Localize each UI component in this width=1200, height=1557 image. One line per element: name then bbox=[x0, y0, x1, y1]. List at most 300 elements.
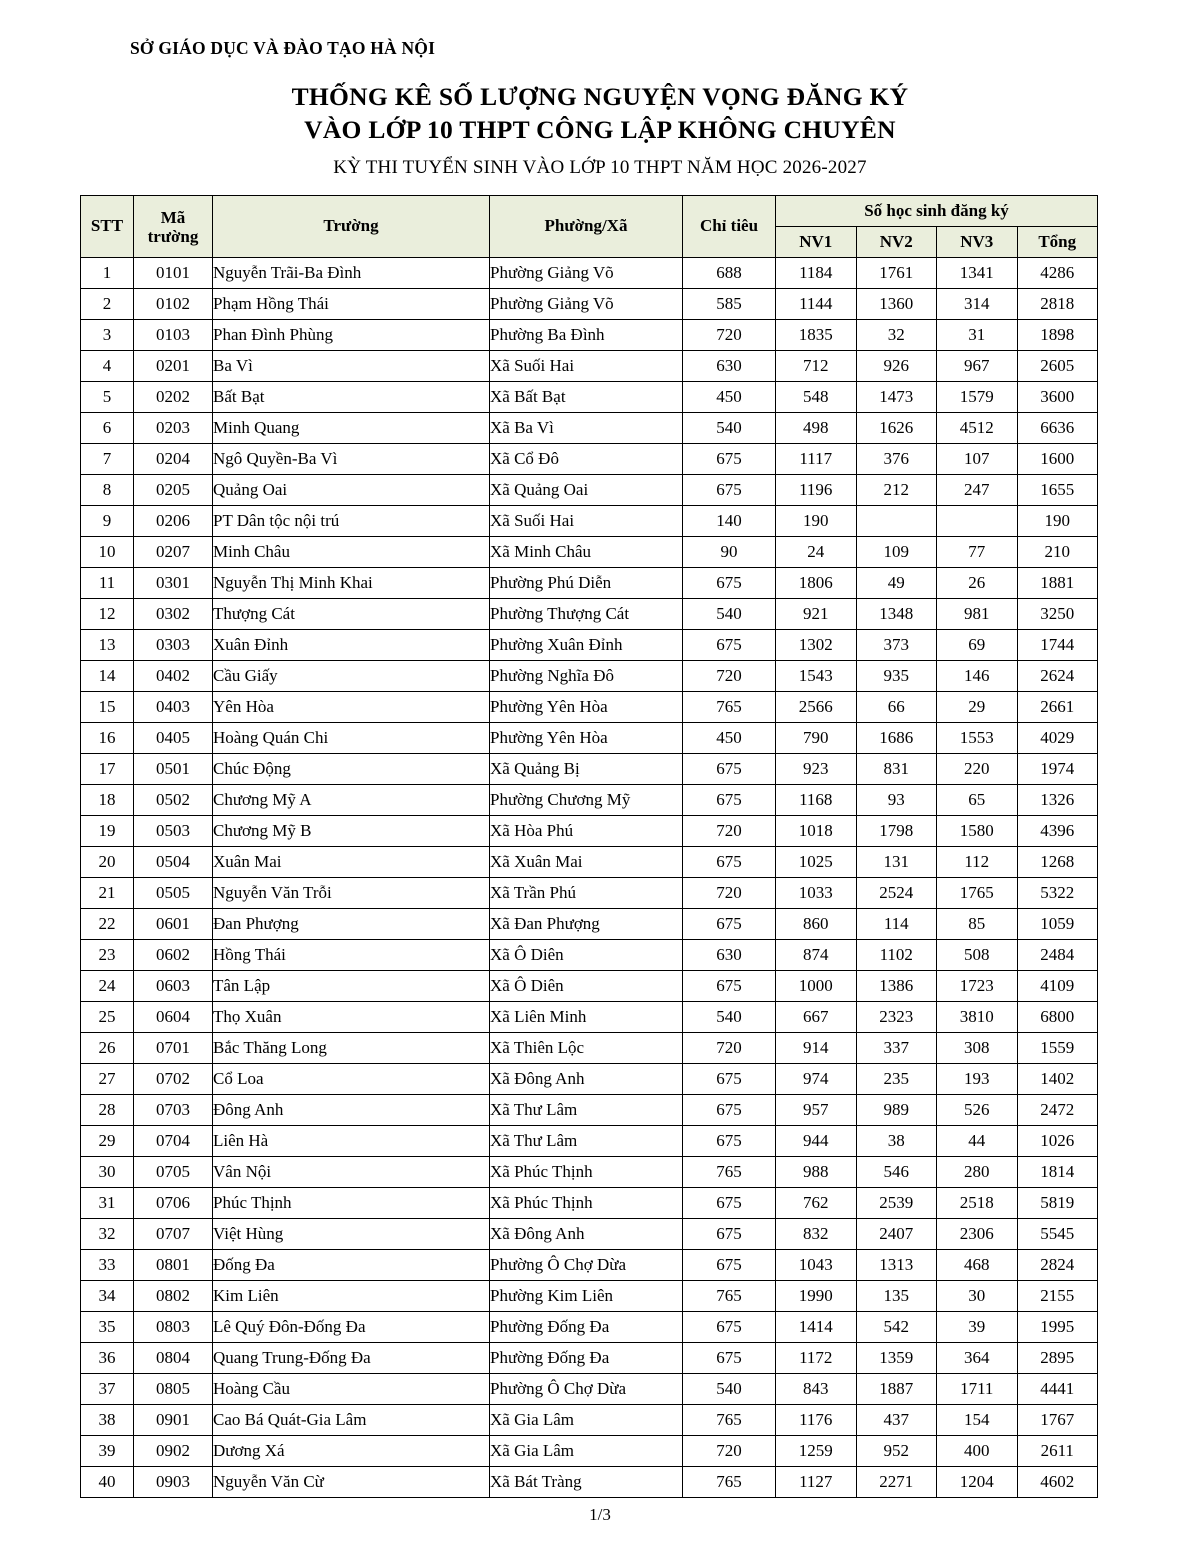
cell-nv3: 65 bbox=[937, 785, 1018, 816]
cell-school-name: Chương Mỹ B bbox=[213, 816, 490, 847]
table-row bbox=[81, 1188, 1098, 1219]
cell-ward: Phường Yên Hòa bbox=[490, 723, 683, 754]
table-row bbox=[81, 1250, 1098, 1281]
cell-total: 1600 bbox=[1017, 444, 1098, 475]
cell-school-code: 0102 bbox=[134, 289, 213, 320]
table-row bbox=[81, 351, 1098, 382]
cell-quota: 720 bbox=[683, 661, 776, 692]
cell-quota: 675 bbox=[683, 1095, 776, 1126]
cell-nv3: 2518 bbox=[937, 1188, 1018, 1219]
cell-stt: 13 bbox=[81, 630, 134, 661]
cell-ward: Xã Ô Diên bbox=[490, 971, 683, 1002]
cell-ward: Phường Đống Đa bbox=[490, 1312, 683, 1343]
cell-nv3: 508 bbox=[937, 940, 1018, 971]
table-row bbox=[81, 537, 1098, 568]
cell-ward: Phường Kim Liên bbox=[490, 1281, 683, 1312]
cell-stt: 33 bbox=[81, 1250, 134, 1281]
cell-nv3: 1341 bbox=[937, 258, 1018, 289]
table-row bbox=[81, 599, 1098, 630]
cell-ward: Phường Chương Mỹ bbox=[490, 785, 683, 816]
cell-school-name: Tân Lập bbox=[213, 971, 490, 1002]
cell-stt: 18 bbox=[81, 785, 134, 816]
cell-ward: Xã Bất Bạt bbox=[490, 382, 683, 413]
cell-total: 1402 bbox=[1017, 1064, 1098, 1095]
cell-school-code: 0902 bbox=[134, 1436, 213, 1467]
cell-nv3: 30 bbox=[937, 1281, 1018, 1312]
organization-header: SỞ GIÁO DỤC VÀ ĐÀO TẠO HÀ NỘI bbox=[130, 38, 436, 58]
cell-school-name: Cao Bá Quát-Gia Lâm bbox=[213, 1405, 490, 1436]
column-header-total: Tổng bbox=[1017, 227, 1098, 258]
cell-nv2: 2539 bbox=[856, 1188, 937, 1219]
cell-stt: 40 bbox=[81, 1467, 134, 1498]
table-row bbox=[81, 258, 1098, 289]
cell-total: 1655 bbox=[1017, 475, 1098, 506]
table-row bbox=[81, 382, 1098, 413]
cell-quota: 675 bbox=[683, 1064, 776, 1095]
cell-nv2: 952 bbox=[856, 1436, 937, 1467]
cell-quota: 630 bbox=[683, 940, 776, 971]
cell-nv1: 914 bbox=[776, 1033, 857, 1064]
cell-school-code: 0402 bbox=[134, 661, 213, 692]
cell-school-name: Nguyễn Văn Trỗi bbox=[213, 878, 490, 909]
cell-school-name: Nguyễn Trãi-Ba Đình bbox=[213, 258, 490, 289]
cell-school-name: Phúc Thịnh bbox=[213, 1188, 490, 1219]
cell-nv2: 235 bbox=[856, 1064, 937, 1095]
cell-nv3: 39 bbox=[937, 1312, 1018, 1343]
cell-ward: Phường Phú Diễn bbox=[490, 568, 683, 599]
cell-quota: 675 bbox=[683, 1219, 776, 1250]
cell-nv1: 667 bbox=[776, 1002, 857, 1033]
column-header-nv1: NV1 bbox=[776, 227, 857, 258]
cell-nv1: 944 bbox=[776, 1126, 857, 1157]
cell-stt: 36 bbox=[81, 1343, 134, 1374]
cell-nv2: 1359 bbox=[856, 1343, 937, 1374]
cell-school-name: Ngô Quyền-Ba Vì bbox=[213, 444, 490, 475]
cell-nv1: 1172 bbox=[776, 1343, 857, 1374]
column-header-school: Trường bbox=[213, 196, 490, 258]
cell-nv2: 542 bbox=[856, 1312, 937, 1343]
cell-total: 2484 bbox=[1017, 940, 1098, 971]
cell-school-code: 0405 bbox=[134, 723, 213, 754]
table-row bbox=[81, 1033, 1098, 1064]
cell-nv1: 832 bbox=[776, 1219, 857, 1250]
cell-nv2: 546 bbox=[856, 1157, 937, 1188]
cell-school-code: 0205 bbox=[134, 475, 213, 506]
cell-ward: Xã Thư Lâm bbox=[490, 1095, 683, 1126]
title-block bbox=[80, 81, 1120, 179]
cell-total: 6800 bbox=[1017, 1002, 1098, 1033]
cell-stt: 38 bbox=[81, 1405, 134, 1436]
cell-nv3: 308 bbox=[937, 1033, 1018, 1064]
cell-quota: 675 bbox=[683, 785, 776, 816]
cell-nv2: 1761 bbox=[856, 258, 937, 289]
cell-school-name: Chúc Động bbox=[213, 754, 490, 785]
cell-school-name: Đông Anh bbox=[213, 1095, 490, 1126]
cell-stt: 10 bbox=[81, 537, 134, 568]
cell-nv3: 314 bbox=[937, 289, 1018, 320]
cell-ward: Xã Hòa Phú bbox=[490, 816, 683, 847]
cell-nv1: 974 bbox=[776, 1064, 857, 1095]
cell-total: 1059 bbox=[1017, 909, 1098, 940]
cell-nv3: 193 bbox=[937, 1064, 1018, 1095]
cell-quota: 765 bbox=[683, 1467, 776, 1498]
table-row bbox=[81, 1405, 1098, 1436]
cell-nv1: 923 bbox=[776, 754, 857, 785]
cell-school-name: Ba Vì bbox=[213, 351, 490, 382]
table-row bbox=[81, 1095, 1098, 1126]
cell-school-code: 0603 bbox=[134, 971, 213, 1002]
cell-school-code: 0502 bbox=[134, 785, 213, 816]
cell-nv1: 1000 bbox=[776, 971, 857, 1002]
column-header-ward: Phường/Xã bbox=[490, 196, 683, 258]
cell-nv1: 790 bbox=[776, 723, 857, 754]
cell-quota: 675 bbox=[683, 568, 776, 599]
cell-nv1: 24 bbox=[776, 537, 857, 568]
cell-ward: Xã Trần Phú bbox=[490, 878, 683, 909]
cell-total: 1767 bbox=[1017, 1405, 1098, 1436]
cell-quota: 675 bbox=[683, 1343, 776, 1374]
cell-quota: 720 bbox=[683, 816, 776, 847]
cell-school-name: Đan Phượng bbox=[213, 909, 490, 940]
cell-stt: 1 bbox=[81, 258, 134, 289]
cell-nv1: 1127 bbox=[776, 1467, 857, 1498]
cell-nv3: 154 bbox=[937, 1405, 1018, 1436]
table-row bbox=[81, 754, 1098, 785]
cell-school-name: Minh Châu bbox=[213, 537, 490, 568]
cell-ward: Xã Minh Châu bbox=[490, 537, 683, 568]
cell-total: 5545 bbox=[1017, 1219, 1098, 1250]
cell-school-name: Phan Đình Phùng bbox=[213, 320, 490, 351]
cell-school-code: 0707 bbox=[134, 1219, 213, 1250]
cell-nv2: 337 bbox=[856, 1033, 937, 1064]
cell-school-name: Cổ Loa bbox=[213, 1064, 490, 1095]
cell-total: 4396 bbox=[1017, 816, 1098, 847]
cell-quota: 675 bbox=[683, 1250, 776, 1281]
cell-total: 1898 bbox=[1017, 320, 1098, 351]
table-row bbox=[81, 1312, 1098, 1343]
cell-quota: 675 bbox=[683, 754, 776, 785]
cell-quota: 540 bbox=[683, 599, 776, 630]
cell-school-name: PT Dân tộc nội trú bbox=[213, 506, 490, 537]
cell-nv1: 2566 bbox=[776, 692, 857, 723]
cell-ward: Xã Bát Tràng bbox=[490, 1467, 683, 1498]
cell-total: 1026 bbox=[1017, 1126, 1098, 1157]
cell-stt: 12 bbox=[81, 599, 134, 630]
table-row bbox=[81, 723, 1098, 754]
cell-quota: 540 bbox=[683, 1002, 776, 1033]
cell-nv1: 548 bbox=[776, 382, 857, 413]
cell-stt: 2 bbox=[81, 289, 134, 320]
cell-quota: 630 bbox=[683, 351, 776, 382]
cell-nv1: 1196 bbox=[776, 475, 857, 506]
cell-nv3: 1580 bbox=[937, 816, 1018, 847]
cell-nv1: 1176 bbox=[776, 1405, 857, 1436]
cell-nv3: 85 bbox=[937, 909, 1018, 940]
cell-stt: 6 bbox=[81, 413, 134, 444]
cell-stt: 8 bbox=[81, 475, 134, 506]
cell-nv1: 1414 bbox=[776, 1312, 857, 1343]
cell-school-name: Quang Trung-Đống Đa bbox=[213, 1343, 490, 1374]
cell-total: 1881 bbox=[1017, 568, 1098, 599]
cell-total: 3600 bbox=[1017, 382, 1098, 413]
cell-stt: 26 bbox=[81, 1033, 134, 1064]
table-row bbox=[81, 1467, 1098, 1498]
column-header-school-code bbox=[134, 196, 213, 258]
cell-nv3: 4512 bbox=[937, 413, 1018, 444]
table-row bbox=[81, 1219, 1098, 1250]
table-row bbox=[81, 444, 1098, 475]
cell-quota: 675 bbox=[683, 971, 776, 1002]
cell-quota: 90 bbox=[683, 537, 776, 568]
cell-nv2: 32 bbox=[856, 320, 937, 351]
cell-nv3: 107 bbox=[937, 444, 1018, 475]
cell-ward: Xã Suối Hai bbox=[490, 351, 683, 382]
cell-nv1: 1543 bbox=[776, 661, 857, 692]
cell-total: 4109 bbox=[1017, 971, 1098, 1002]
cell-school-code: 0703 bbox=[134, 1095, 213, 1126]
table-row bbox=[81, 1374, 1098, 1405]
cell-ward: Phường Đống Đa bbox=[490, 1343, 683, 1374]
cell-stt: 3 bbox=[81, 320, 134, 351]
cell-total: 1326 bbox=[1017, 785, 1098, 816]
table-row bbox=[81, 661, 1098, 692]
cell-nv3: 1553 bbox=[937, 723, 1018, 754]
cell-nv2: 38 bbox=[856, 1126, 937, 1157]
table-row bbox=[81, 413, 1098, 444]
cell-nv1: 1259 bbox=[776, 1436, 857, 1467]
cell-stt: 39 bbox=[81, 1436, 134, 1467]
cell-stt: 4 bbox=[81, 351, 134, 382]
cell-school-code: 0302 bbox=[134, 599, 213, 630]
cell-nv3: 29 bbox=[937, 692, 1018, 723]
cell-ward: Xã Thư Lâm bbox=[490, 1126, 683, 1157]
cell-stt: 27 bbox=[81, 1064, 134, 1095]
cell-stt: 7 bbox=[81, 444, 134, 475]
cell-school-name: Lê Quý Đôn-Đống Đa bbox=[213, 1312, 490, 1343]
table-row bbox=[81, 1157, 1098, 1188]
cell-school-code: 0203 bbox=[134, 413, 213, 444]
cell-quota: 675 bbox=[683, 909, 776, 940]
cell-ward: Xã Suối Hai bbox=[490, 506, 683, 537]
cell-nv3: 69 bbox=[937, 630, 1018, 661]
table-row bbox=[81, 940, 1098, 971]
cell-school-code: 0207 bbox=[134, 537, 213, 568]
cell-school-code: 0204 bbox=[134, 444, 213, 475]
cell-school-code: 0103 bbox=[134, 320, 213, 351]
cell-school-name: Quảng Oai bbox=[213, 475, 490, 506]
table-row bbox=[81, 1126, 1098, 1157]
cell-nv1: 1117 bbox=[776, 444, 857, 475]
cell-ward: Xã Đan Phượng bbox=[490, 909, 683, 940]
cell-quota: 720 bbox=[683, 1033, 776, 1064]
column-header-nv3: NV3 bbox=[937, 227, 1018, 258]
document-title bbox=[80, 81, 1120, 146]
cell-ward: Phường Ba Đình bbox=[490, 320, 683, 351]
cell-quota: 675 bbox=[683, 1188, 776, 1219]
cell-school-code: 0901 bbox=[134, 1405, 213, 1436]
cell-school-name: Hoàng Quán Chi bbox=[213, 723, 490, 754]
cell-nv3: 280 bbox=[937, 1157, 1018, 1188]
cell-nv2: 1626 bbox=[856, 413, 937, 444]
cell-quota: 765 bbox=[683, 692, 776, 723]
cell-nv2: 2323 bbox=[856, 1002, 937, 1033]
cell-ward: Xã Phúc Thịnh bbox=[490, 1157, 683, 1188]
cell-nv3: 967 bbox=[937, 351, 1018, 382]
cell-quota: 540 bbox=[683, 413, 776, 444]
cell-ward: Xã Cổ Đô bbox=[490, 444, 683, 475]
cell-nv1: 1806 bbox=[776, 568, 857, 599]
cell-nv1: 1168 bbox=[776, 785, 857, 816]
cell-stt: 9 bbox=[81, 506, 134, 537]
cell-nv1: 498 bbox=[776, 413, 857, 444]
cell-ward: Xã Ba Vì bbox=[490, 413, 683, 444]
cell-quota: 450 bbox=[683, 723, 776, 754]
cell-nv2: 831 bbox=[856, 754, 937, 785]
cell-total: 4286 bbox=[1017, 258, 1098, 289]
cell-school-code: 0602 bbox=[134, 940, 213, 971]
cell-stt: 21 bbox=[81, 878, 134, 909]
cell-nv3: 1204 bbox=[937, 1467, 1018, 1498]
table-row bbox=[81, 692, 1098, 723]
table-body bbox=[81, 258, 1098, 1498]
cell-nv3: 220 bbox=[937, 754, 1018, 785]
cell-ward: Phường Giảng Võ bbox=[490, 289, 683, 320]
cell-nv2: 49 bbox=[856, 568, 937, 599]
cell-nv1: 1302 bbox=[776, 630, 857, 661]
cell-nv3: 1765 bbox=[937, 878, 1018, 909]
table-row bbox=[81, 630, 1098, 661]
cell-stt: 32 bbox=[81, 1219, 134, 1250]
cell-nv1: 1043 bbox=[776, 1250, 857, 1281]
cell-school-name: Phạm Hồng Thái bbox=[213, 289, 490, 320]
cell-total: 4441 bbox=[1017, 1374, 1098, 1405]
cell-school-code: 0206 bbox=[134, 506, 213, 537]
cell-nv3: 1579 bbox=[937, 382, 1018, 413]
cell-stt: 25 bbox=[81, 1002, 134, 1033]
cell-nv2: 1360 bbox=[856, 289, 937, 320]
cell-stt: 29 bbox=[81, 1126, 134, 1157]
cell-nv1: 762 bbox=[776, 1188, 857, 1219]
cell-nv2: 935 bbox=[856, 661, 937, 692]
cell-total: 2624 bbox=[1017, 661, 1098, 692]
cell-quota: 675 bbox=[683, 444, 776, 475]
cell-school-name: Kim Liên bbox=[213, 1281, 490, 1312]
cell-stt: 24 bbox=[81, 971, 134, 1002]
cell-stt: 35 bbox=[81, 1312, 134, 1343]
cell-school-name: Xuân Đỉnh bbox=[213, 630, 490, 661]
cell-nv2: 2407 bbox=[856, 1219, 937, 1250]
cell-stt: 11 bbox=[81, 568, 134, 599]
cell-school-code: 0701 bbox=[134, 1033, 213, 1064]
cell-ward: Xã Đông Anh bbox=[490, 1219, 683, 1250]
cell-ward: Xã Phúc Thịnh bbox=[490, 1188, 683, 1219]
cell-nv3: 468 bbox=[937, 1250, 1018, 1281]
cell-stt: 23 bbox=[81, 940, 134, 971]
cell-total: 1744 bbox=[1017, 630, 1098, 661]
cell-nv2: 1686 bbox=[856, 723, 937, 754]
cell-nv2: 212 bbox=[856, 475, 937, 506]
cell-nv1: 1990 bbox=[776, 1281, 857, 1312]
page-number: 1/3 bbox=[589, 1505, 611, 1524]
cell-nv1: 988 bbox=[776, 1157, 857, 1188]
cell-nv3: 146 bbox=[937, 661, 1018, 692]
cell-total: 1559 bbox=[1017, 1033, 1098, 1064]
table-row bbox=[81, 475, 1098, 506]
cell-school-code: 0505 bbox=[134, 878, 213, 909]
cell-school-code: 0503 bbox=[134, 816, 213, 847]
cell-nv3: 526 bbox=[937, 1095, 1018, 1126]
cell-school-name: Bất Bạt bbox=[213, 382, 490, 413]
cell-school-code: 0504 bbox=[134, 847, 213, 878]
cell-nv1: 874 bbox=[776, 940, 857, 971]
cell-quota: 450 bbox=[683, 382, 776, 413]
cell-total: 4029 bbox=[1017, 723, 1098, 754]
cell-total: 1974 bbox=[1017, 754, 1098, 785]
cell-nv2: 437 bbox=[856, 1405, 937, 1436]
cell-nv2: 1473 bbox=[856, 382, 937, 413]
cell-nv2: 1313 bbox=[856, 1250, 937, 1281]
cell-nv1: 843 bbox=[776, 1374, 857, 1405]
table-header-row-1 bbox=[81, 196, 1098, 227]
school-code-label-line2: trường bbox=[147, 226, 199, 246]
cell-stt: 5 bbox=[81, 382, 134, 413]
cell-ward: Xã Gia Lâm bbox=[490, 1405, 683, 1436]
cell-school-code: 0802 bbox=[134, 1281, 213, 1312]
cell-quota: 540 bbox=[683, 1374, 776, 1405]
cell-nv1: 1184 bbox=[776, 258, 857, 289]
cell-school-name: Xuân Mai bbox=[213, 847, 490, 878]
registration-statistics-table bbox=[80, 195, 1098, 1498]
cell-total: 1268 bbox=[1017, 847, 1098, 878]
cell-quota: 585 bbox=[683, 289, 776, 320]
cell-nv1: 957 bbox=[776, 1095, 857, 1126]
cell-nv3 bbox=[937, 506, 1018, 537]
cell-nv3: 1723 bbox=[937, 971, 1018, 1002]
cell-ward: Xã Ô Diên bbox=[490, 940, 683, 971]
cell-quota: 765 bbox=[683, 1405, 776, 1436]
table-head bbox=[81, 196, 1098, 258]
cell-school-name: Yên Hòa bbox=[213, 692, 490, 723]
cell-school-code: 0803 bbox=[134, 1312, 213, 1343]
cell-total: 3250 bbox=[1017, 599, 1098, 630]
cell-stt: 30 bbox=[81, 1157, 134, 1188]
cell-quota: 720 bbox=[683, 1436, 776, 1467]
cell-nv1: 1835 bbox=[776, 320, 857, 351]
cell-school-name: Chương Mỹ A bbox=[213, 785, 490, 816]
cell-ward: Xã Quảng Bị bbox=[490, 754, 683, 785]
cell-quota: 675 bbox=[683, 847, 776, 878]
cell-ward: Phường Thượng Cát bbox=[490, 599, 683, 630]
cell-school-name: Hoàng Cầu bbox=[213, 1374, 490, 1405]
table-row bbox=[81, 847, 1098, 878]
cell-ward: Phường Giảng Võ bbox=[490, 258, 683, 289]
cell-nv2: 1348 bbox=[856, 599, 937, 630]
cell-nv1: 860 bbox=[776, 909, 857, 940]
cell-nv2: 1102 bbox=[856, 940, 937, 971]
table-row bbox=[81, 971, 1098, 1002]
cell-school-name: Thượng Cát bbox=[213, 599, 490, 630]
column-header-stt: STT bbox=[81, 196, 134, 258]
cell-nv1: 1025 bbox=[776, 847, 857, 878]
cell-stt: 28 bbox=[81, 1095, 134, 1126]
cell-school-name: Đống Đa bbox=[213, 1250, 490, 1281]
cell-total: 1814 bbox=[1017, 1157, 1098, 1188]
cell-school-name: Bắc Thăng Long bbox=[213, 1033, 490, 1064]
cell-quota: 688 bbox=[683, 258, 776, 289]
cell-total: 2818 bbox=[1017, 289, 1098, 320]
cell-school-code: 0702 bbox=[134, 1064, 213, 1095]
cell-total: 190 bbox=[1017, 506, 1098, 537]
